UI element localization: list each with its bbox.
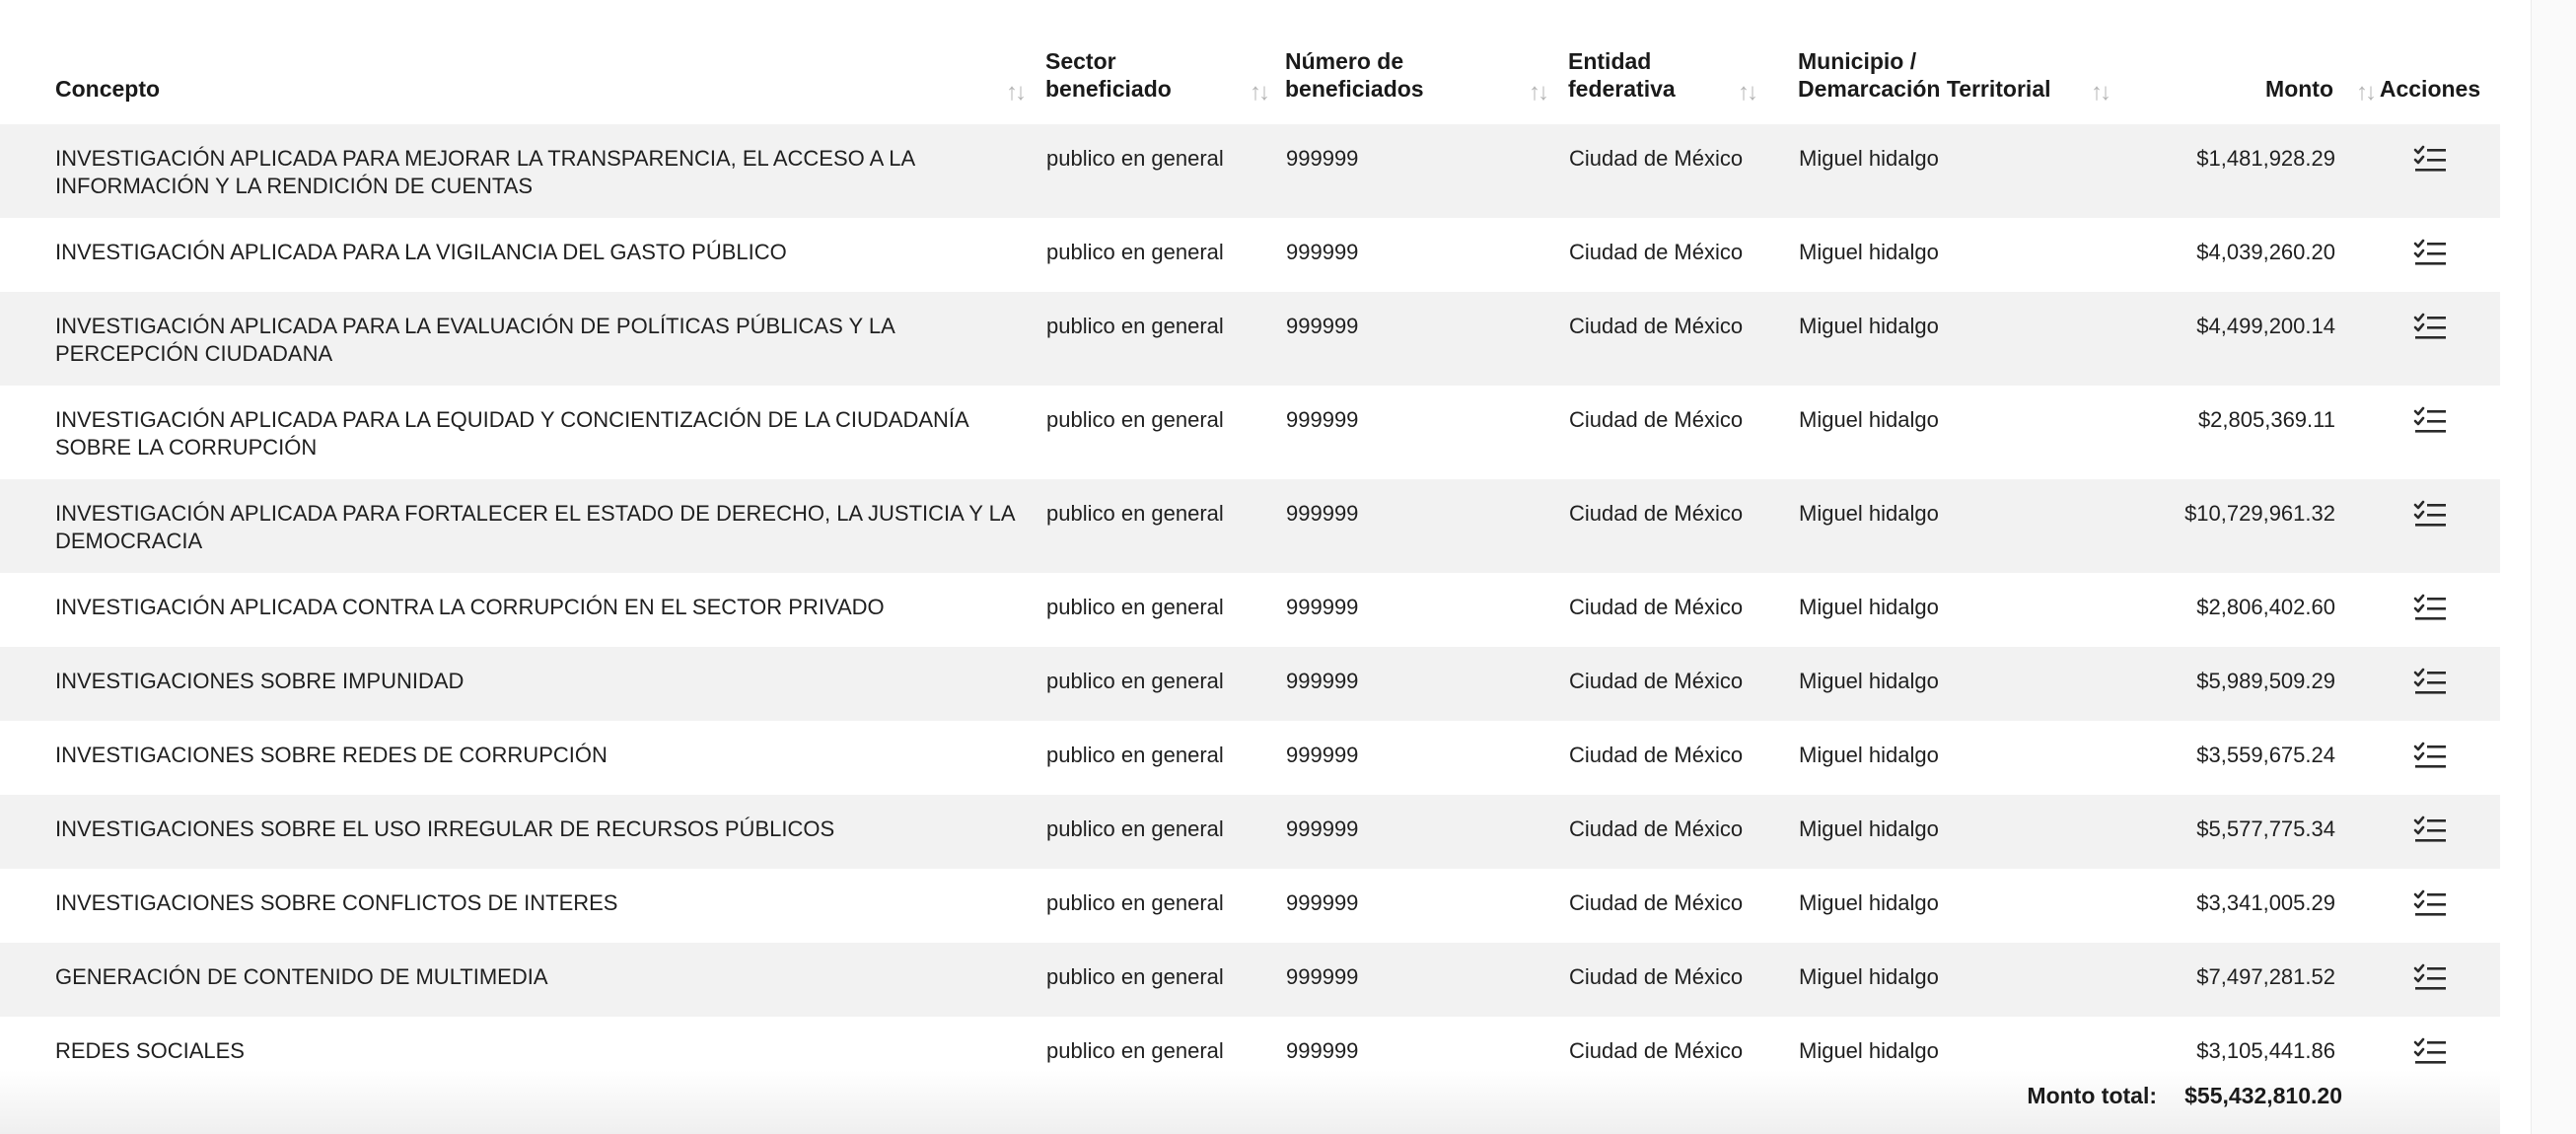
- cell-numero: 999999: [1285, 292, 1568, 386]
- table-row: [0, 218, 2500, 292]
- column-header-municipio[interactable]: [1798, 0, 2143, 124]
- table-row: [0, 943, 2500, 1017]
- cell-entidad: Ciudad de México: [1569, 407, 1744, 432]
- table-body: [0, 124, 2500, 1091]
- sort-arrows-icon[interactable]: ↑↓: [1006, 79, 1024, 106]
- table-row: [0, 795, 2500, 869]
- cell-entidad: Ciudad de México: [1569, 1038, 1744, 1063]
- cell-acciones: [2360, 943, 2500, 1017]
- cell-entidad: Ciudad de México: [1568, 479, 1798, 573]
- checklist-icon[interactable]: [2413, 145, 2447, 175]
- cell-concepto: GENERACIÓN DE CONTENIDO DE MULTIMEDIA: [0, 943, 1045, 1017]
- cell-acciones: [2360, 869, 2500, 943]
- cell-concepto: INVESTIGACIÓN APLICADA PARA LA EQUIDAD Y CONCIENTIZACIÓN DE LA CIUDADANÍA SOBRE LA CORRUPCIÓN: [55, 407, 968, 460]
- column-header-label: Municipio / Demarcación Territorial: [1798, 48, 2051, 102]
- table-row: [0, 124, 2500, 218]
- cell-monto: $3,559,675.24: [2196, 743, 2335, 767]
- cell-concepto: INVESTIGACIÓN APLICADA PARA MEJORAR LA TRANSPARENCIA, EL ACCESO A LA INFORMACIÓN Y LA RENDICIÓN DE CUENTAS: [0, 124, 1045, 218]
- cell-sector: publico en general: [1046, 407, 1224, 432]
- table-header: [0, 0, 2500, 124]
- cell-municipio: Miguel hidalgo: [1798, 647, 2143, 721]
- table-row: [0, 573, 2500, 647]
- cell-municipio: Miguel hidalgo: [1799, 240, 1939, 264]
- cell-municipio: Miguel hidalgo: [1799, 595, 1939, 619]
- cell-concepto: INVESTIGACIONES SOBRE CONFLICTOS DE INTERES: [55, 890, 618, 915]
- cell-monto: $5,989,509.29: [2143, 647, 2360, 721]
- cell-numero: 999999: [1286, 595, 1359, 619]
- checklist-icon[interactable]: [2413, 500, 2447, 530]
- cell-sector: publico en general: [1046, 240, 1224, 264]
- cell-sector: publico en general: [1045, 795, 1285, 869]
- cell-acciones: [2360, 721, 2500, 795]
- cell-entidad: Ciudad de México: [1569, 240, 1744, 264]
- column-header-acciones: [2360, 0, 2500, 124]
- cell-acciones: [2360, 647, 2500, 721]
- cell-acciones: [2360, 218, 2500, 292]
- header-row: [0, 0, 2500, 124]
- checklist-icon[interactable]: [2413, 742, 2447, 771]
- cell-monto: $3,341,005.29: [2196, 890, 2335, 915]
- cell-numero: 999999: [1286, 890, 1359, 915]
- cell-entidad: Ciudad de México: [1568, 292, 1798, 386]
- cell-monto: $10,729,961.32: [2143, 479, 2360, 573]
- cell-monto: $2,805,369.11: [2197, 407, 2335, 432]
- cell-monto: $7,497,281.52: [2143, 943, 2360, 1017]
- column-header-label: Concepto: [55, 76, 161, 102]
- sort-arrows-icon[interactable]: ↑↓: [1529, 79, 1546, 106]
- checklist-icon[interactable]: [2413, 313, 2447, 342]
- cell-concepto: INVESTIGACIÓN APLICADA PARA LA VIGILANCIA DEL GASTO PÚBLICO: [55, 240, 787, 264]
- column-header-monto[interactable]: [2143, 0, 2374, 124]
- column-header-numero[interactable]: [1285, 0, 1568, 124]
- column-header-sector[interactable]: [1045, 0, 1285, 124]
- checklist-icon[interactable]: [2413, 889, 2447, 919]
- cell-sector: publico en general: [1045, 292, 1285, 386]
- cell-sector: publico en general: [1046, 743, 1224, 767]
- cell-sector: publico en general: [1046, 1038, 1224, 1063]
- column-header-label: Monto: [2265, 76, 2333, 102]
- cell-numero: 999999: [1285, 479, 1568, 573]
- checklist-icon[interactable]: [2413, 239, 2447, 268]
- cell-sector: publico en general: [1046, 595, 1224, 619]
- column-header-label: Número de beneficiados: [1285, 48, 1424, 102]
- cell-numero: 999999: [1286, 407, 1359, 432]
- cell-entidad: Ciudad de México: [1568, 795, 1798, 869]
- table-row: [0, 721, 2500, 795]
- column-header-entidad[interactable]: [1568, 0, 1798, 124]
- cell-acciones: [2360, 795, 2500, 869]
- sort-arrows-icon[interactable]: ↑↓: [2356, 79, 2374, 106]
- checklist-icon[interactable]: [2413, 594, 2447, 623]
- sort-arrows-icon[interactable]: ↑↓: [1250, 79, 1267, 106]
- column-header-label: Acciones: [2379, 76, 2481, 102]
- cell-concepto: INVESTIGACIONES SOBRE IMPUNIDAD: [0, 647, 1045, 721]
- cell-concepto: INVESTIGACIONES SOBRE REDES DE CORRUPCIÓN: [55, 743, 608, 767]
- checklist-icon[interactable]: [2413, 963, 2447, 993]
- sort-arrows-icon[interactable]: ↑↓: [2091, 79, 2109, 106]
- checklist-icon[interactable]: [2413, 668, 2447, 697]
- checklist-icon[interactable]: [2413, 815, 2447, 845]
- table-row: [0, 869, 2500, 943]
- cell-entidad: Ciudad de México: [1569, 743, 1744, 767]
- cell-municipio: Miguel hidalgo: [1799, 407, 1939, 432]
- cell-sector: publico en general: [1045, 647, 1285, 721]
- table-row: [0, 292, 2500, 386]
- cell-monto: $2,806,402.60: [2196, 595, 2335, 619]
- cell-municipio: Miguel hidalgo: [1798, 292, 2143, 386]
- cell-monto: $4,499,200.14: [2143, 292, 2360, 386]
- cell-numero: 999999: [1285, 943, 1568, 1017]
- cell-numero: 999999: [1286, 240, 1359, 264]
- cell-entidad: Ciudad de México: [1568, 647, 1798, 721]
- checklist-icon[interactable]: [2413, 1037, 2447, 1067]
- cell-entidad: Ciudad de México: [1569, 890, 1744, 915]
- total-row: [0, 1070, 2500, 1134]
- cell-monto: $3,105,441.86: [2196, 1038, 2335, 1063]
- cell-sector: publico en general: [1045, 124, 1285, 218]
- cell-numero: 999999: [1286, 743, 1359, 767]
- cell-sector: publico en general: [1045, 943, 1285, 1017]
- cell-acciones: [2360, 386, 2500, 479]
- table-row: [0, 479, 2500, 573]
- cell-municipio: Miguel hidalgo: [1798, 943, 2143, 1017]
- cell-acciones: [2360, 573, 2500, 647]
- cell-numero: 999999: [1285, 795, 1568, 869]
- cell-sector: publico en general: [1045, 479, 1285, 573]
- cell-municipio: Miguel hidalgo: [1798, 795, 2143, 869]
- cell-numero: 999999: [1286, 1038, 1359, 1063]
- cell-sector: publico en general: [1046, 890, 1224, 915]
- cell-acciones: [2360, 124, 2500, 218]
- table-row: [0, 647, 2500, 721]
- column-header-concepto[interactable]: [0, 0, 1045, 124]
- cell-municipio: Miguel hidalgo: [1799, 743, 1939, 767]
- cell-concepto: INVESTIGACIÓN APLICADA PARA FORTALECER EL ESTADO DE DERECHO, LA JUSTICIA Y LA DEMOCRACIA: [0, 479, 1045, 573]
- cell-acciones: [2360, 292, 2500, 386]
- cell-concepto: INVESTIGACIÓN APLICADA CONTRA LA CORRUPCIÓN EN EL SECTOR PRIVADO: [55, 595, 885, 619]
- scrollbar-track[interactable]: [2531, 0, 2576, 1134]
- cell-concepto: REDES SOCIALES: [55, 1038, 245, 1063]
- cell-numero: 999999: [1285, 647, 1568, 721]
- cell-municipio: Miguel hidalgo: [1798, 124, 2143, 218]
- cell-municipio: Miguel hidalgo: [1798, 479, 2143, 573]
- cell-entidad: Ciudad de México: [1569, 595, 1744, 619]
- cell-municipio: Miguel hidalgo: [1799, 890, 1939, 915]
- checklist-icon[interactable]: [2413, 406, 2447, 436]
- cell-acciones: [2360, 479, 2500, 573]
- table-row: [0, 386, 2500, 479]
- sort-arrows-icon[interactable]: ↑↓: [1738, 79, 1755, 106]
- total-value: $55,432,810.20: [2184, 1083, 2342, 1108]
- cell-concepto: INVESTIGACIÓN APLICADA PARA LA EVALUACIÓN DE POLÍTICAS PÚBLICAS Y LA PERCEPCIÓN CIUDADANA: [0, 292, 1045, 386]
- cell-monto: $5,577,775.34: [2143, 795, 2360, 869]
- cell-monto: $4,039,260.20: [2196, 240, 2335, 264]
- cell-concepto: INVESTIGACIONES SOBRE EL USO IRREGULAR DE RECURSOS PÚBLICOS: [0, 795, 1045, 869]
- total-label: Monto total:: [2027, 1083, 2157, 1108]
- cell-entidad: Ciudad de México: [1568, 943, 1798, 1017]
- column-header-label: Sector beneficiado: [1045, 48, 1172, 102]
- cell-numero: 999999: [1285, 124, 1568, 218]
- column-header-label: Entidad federativa: [1568, 48, 1676, 102]
- cell-entidad: Ciudad de México: [1568, 124, 1798, 218]
- cell-monto: $1,481,928.29: [2143, 124, 2360, 218]
- cell-municipio: Miguel hidalgo: [1799, 1038, 1939, 1063]
